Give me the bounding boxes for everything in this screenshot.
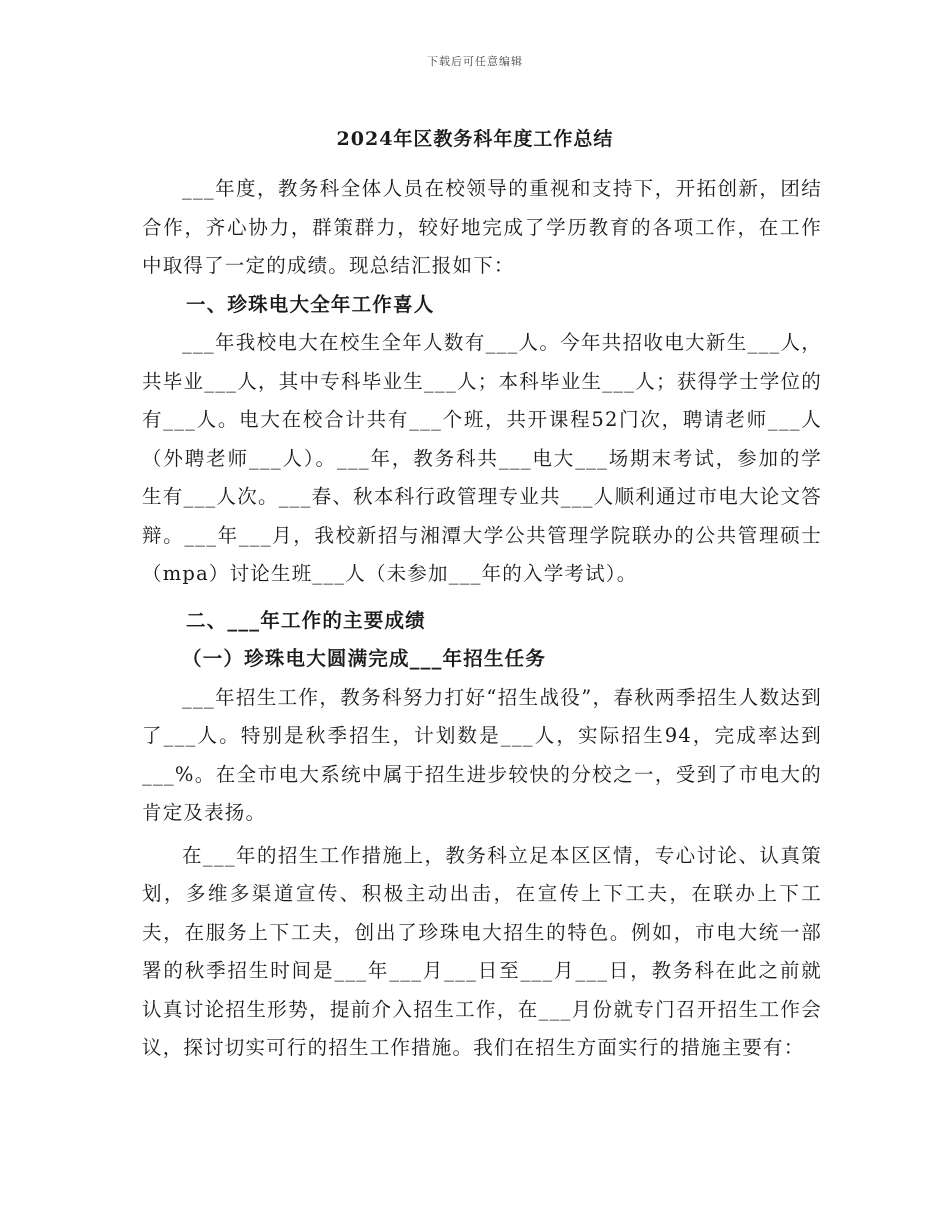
section2-heading: 二、___年工作的主要成绩 xyxy=(186,608,426,632)
section2-subheading: （一）珍珠电大圆满完成___年招生任务 xyxy=(182,647,547,670)
section1-paragraph: ___年我校电大在校生全年人数有___人。今年共招收电大新生___人，共毕业___人，其中专科毕业生___人；本科毕业生___人；获得学士学位的有___人。电大在校合计共有___个班，共开课程52门次，聘请老师___人（外聘老师___人）。___年，教务科共___电大___场期末考试，参加的学生有___人次。___春、秋本科行政管理专业共___人顺利通过市电大论文答辩。___年___月，我校新招与湘潭大学公共管理学院联办的公共管理硕士（mpa）讨论生班___人（未参加___年的入学考试）。 xyxy=(142,331,822,585)
section2-paragraph-2: 在___年的招生工作措施上，教务科立足本区区情，专心讨论、认真策划，多维多渠道宣传、积极主动出击，在宣传上下工夫，在联办上下工夫，在服务上下工夫，创出了珍珠电大招生的特色。例如，市电大统一部署的秋季招生时间是___年___月___日至___月___日，教务科在此之前就认真讨论招生形势，提前介入招生工作，在___月份就专门召开招生工作会议，探讨切实可行的招生工作措施。我们在招生方面实行的措施主要有： xyxy=(142,843,822,1059)
document-title: 2024年区教务科年度工作总结 xyxy=(336,128,614,150)
document-body xyxy=(142,170,822,1068)
section1-heading: 一、珍珠电大全年工作喜人 xyxy=(186,292,435,316)
header-note: 下载后可任意编辑 xyxy=(427,55,523,68)
intro-paragraph: ___年度，教务科全体人员在校领导的重视和支持下，开拓创新，团结合作，齐心协力，群策群力，较好地完成了学历教育的各项工作，在工作中取得了一定的成绩。现总结汇报如下： xyxy=(142,177,822,277)
section2-paragraph-1: ___年招生工作，教务科努力打好“招生战役”，春秋两季招生人数达到了___人。特别是秋季招生，计划数是___人，实际招生94，完成率达到___%。在全市电大系统中属于招生进步较快的分校之一，受到了市电大的肯定及表扬。 xyxy=(142,685,822,824)
